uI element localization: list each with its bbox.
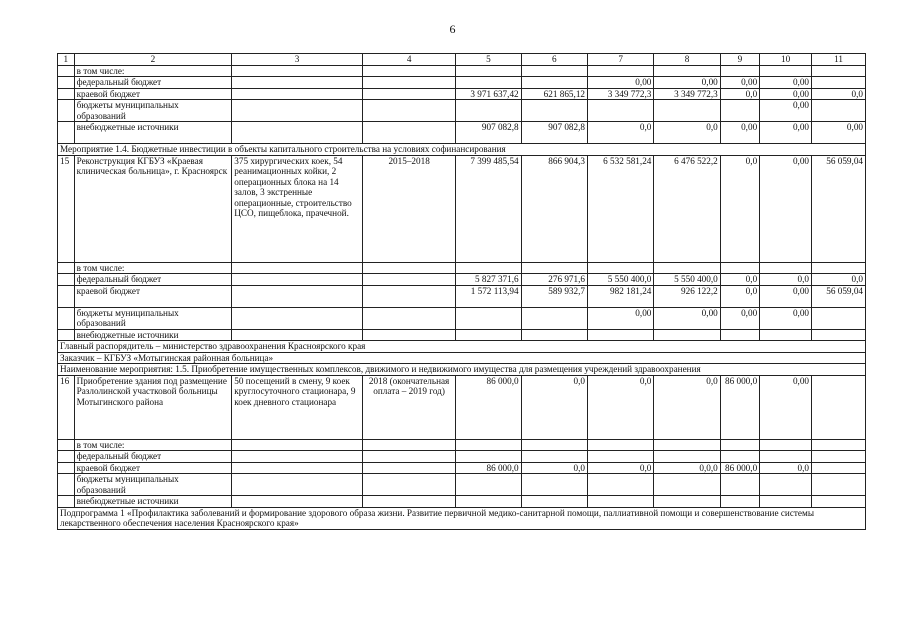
table-row <box>58 100 866 122</box>
amount-cell: 0,0 <box>588 462 654 474</box>
row-number-cell <box>58 451 75 463</box>
table-row <box>58 439 866 451</box>
amount-cell <box>456 439 521 451</box>
amount-cell: 0,0 <box>812 88 866 100</box>
period-cell: 2018 (окончательная оплата – 2019 год) <box>362 375 455 439</box>
amount-cell: 0,0,0 <box>654 462 720 474</box>
header-cell: 3 <box>232 54 363 66</box>
amount-cell: 0,00 <box>760 88 812 100</box>
table-row <box>58 462 866 474</box>
capacity-cell <box>232 100 363 122</box>
amount-cell <box>456 451 521 463</box>
amount-cell: 0,00 <box>654 307 720 329</box>
amount-cell <box>588 329 654 341</box>
period-cell <box>362 262 455 274</box>
period-cell <box>362 77 455 89</box>
amount-cell: 0,0 <box>521 375 587 439</box>
amount-cell: 0,00 <box>760 122 812 144</box>
amount-cell: 0,0 <box>720 285 759 307</box>
period-cell <box>362 65 455 77</box>
amount-cell: 5 827 371,6 <box>456 274 521 286</box>
header-cell: 7 <box>588 54 654 66</box>
amount-cell: 0,0 <box>654 122 720 144</box>
table-header-row <box>58 54 866 66</box>
source-label-cell: краевой бюджет <box>74 462 232 474</box>
amount-cell <box>760 474 812 496</box>
amount-cell <box>456 307 521 329</box>
period-cell <box>362 451 455 463</box>
header-cell: 10 <box>760 54 812 66</box>
table-row <box>58 329 866 341</box>
amount-cell: 0,0 <box>760 462 812 474</box>
amount-cell <box>654 65 720 77</box>
header-cell: 9 <box>720 54 759 66</box>
period-cell <box>362 100 455 122</box>
amount-cell: 0,00 <box>760 285 812 307</box>
amount-cell <box>456 65 521 77</box>
capacity-cell: 50 посещений в смену, 9 коек круглосуточного стационара, 9 коек дневного стационара <box>232 375 363 439</box>
amount-cell <box>456 474 521 496</box>
amount-cell <box>812 307 866 329</box>
amount-cell: 0,00 <box>812 122 866 144</box>
table-row <box>58 155 866 262</box>
section-row <box>58 341 866 353</box>
capacity-cell <box>232 496 363 508</box>
header-cell: 4 <box>362 54 455 66</box>
table-row <box>58 262 866 274</box>
amount-cell <box>521 262 587 274</box>
amount-cell <box>588 262 654 274</box>
source-label-cell: внебюджетные источники <box>74 122 232 144</box>
row-number-cell <box>58 462 75 474</box>
amount-cell <box>720 439 759 451</box>
amount-cell <box>588 439 654 451</box>
amount-cell: 621 865,12 <box>521 88 587 100</box>
capacity-cell <box>232 307 363 329</box>
source-label-cell: бюджеты муниципальных образований <box>74 307 232 329</box>
row-number-cell <box>58 474 75 496</box>
row-number-cell <box>58 100 75 122</box>
chief-manager-row: Главный распорядитель – министерство здравоохранения Красноярского края <box>58 341 866 353</box>
amount-cell: 0,00 <box>720 77 759 89</box>
amount-cell: 86 000,0 <box>456 462 521 474</box>
amount-cell: 982 181,24 <box>588 285 654 307</box>
amount-cell <box>588 100 654 122</box>
amount-cell: 0,0 <box>720 155 759 262</box>
amount-cell: 0,0 <box>588 375 654 439</box>
row-number-cell <box>58 88 75 100</box>
table-row <box>58 274 866 286</box>
amount-cell <box>521 65 587 77</box>
amount-cell <box>812 65 866 77</box>
amount-cell <box>654 451 720 463</box>
header-cell: 2 <box>74 54 232 66</box>
amount-cell <box>456 262 521 274</box>
period-cell <box>362 274 455 286</box>
event-1-5-title: Наименование мероприятия: 1.5. Приобретение имущественных комплексов, движимого и недвижимого имущества для размещения учреждений здравоохранения <box>58 364 866 376</box>
amount-cell <box>760 329 812 341</box>
source-label-cell: краевой бюджет <box>74 88 232 100</box>
amount-cell: 926 122,2 <box>654 285 720 307</box>
section-row <box>58 352 866 364</box>
row-number-cell <box>58 65 75 77</box>
source-label-cell: краевой бюджет <box>74 285 232 307</box>
table-row <box>58 474 866 496</box>
table-body <box>58 54 866 530</box>
amount-cell <box>812 439 866 451</box>
amount-cell <box>812 262 866 274</box>
amount-cell: 0,00 <box>654 77 720 89</box>
source-label-cell: бюджеты муниципальных образований <box>74 100 232 122</box>
table-row <box>58 307 866 329</box>
amount-cell: 0,00 <box>588 77 654 89</box>
source-label-cell: федеральный бюджет <box>74 451 232 463</box>
capacity-cell <box>232 329 363 341</box>
amount-cell <box>812 375 866 439</box>
amount-cell <box>812 329 866 341</box>
amount-cell <box>456 77 521 89</box>
header-cell: 5 <box>456 54 521 66</box>
period-cell <box>362 474 455 496</box>
amount-cell: 907 082,8 <box>521 122 587 144</box>
amount-cell <box>521 439 587 451</box>
amount-cell: 0,0 <box>760 274 812 286</box>
amount-cell <box>812 474 866 496</box>
amount-cell: 0,00 <box>760 100 812 122</box>
section-row <box>58 364 866 376</box>
amount-cell <box>812 100 866 122</box>
table-row <box>58 285 866 307</box>
amount-cell: 0,0 <box>720 88 759 100</box>
amount-cell <box>521 496 587 508</box>
capacity-cell <box>232 65 363 77</box>
amount-cell: 0,0 <box>654 375 720 439</box>
row-number-cell <box>58 77 75 89</box>
amount-cell <box>720 474 759 496</box>
amount-cell: 0,00 <box>760 375 812 439</box>
capacity-cell <box>232 285 363 307</box>
amount-cell <box>760 496 812 508</box>
amount-cell <box>720 496 759 508</box>
object-name-cell: Реконструкция КГБУЗ «Краевая клиническая больница», г. Красноярск <box>74 155 232 262</box>
period-cell <box>362 462 455 474</box>
amount-cell: 0,00 <box>720 307 759 329</box>
capacity-cell <box>232 274 363 286</box>
amount-cell: 86 000,0 <box>720 375 759 439</box>
amount-cell <box>760 439 812 451</box>
amount-cell: 0,00 <box>760 155 812 262</box>
table-row <box>58 88 866 100</box>
amount-cell: 6 532 581,24 <box>588 155 654 262</box>
row-number-cell <box>58 262 75 274</box>
row-number-cell: 16 <box>58 375 75 439</box>
section-row <box>58 507 866 529</box>
amount-cell: 3 349 772,3 <box>588 88 654 100</box>
header-cell: 1 <box>58 54 75 66</box>
amount-cell <box>654 100 720 122</box>
amount-cell: 86 000,0 <box>456 375 521 439</box>
table-row <box>58 122 866 144</box>
amount-cell: 0,0 <box>521 462 587 474</box>
amount-cell <box>588 496 654 508</box>
period-cell <box>362 88 455 100</box>
amount-cell: 0,0 <box>720 274 759 286</box>
amount-cell <box>654 496 720 508</box>
table-row <box>58 451 866 463</box>
amount-cell <box>521 474 587 496</box>
period-cell <box>362 307 455 329</box>
amount-cell <box>588 474 654 496</box>
header-cell: 11 <box>812 54 866 66</box>
capacity-cell <box>232 474 363 496</box>
table-row <box>58 375 866 439</box>
amount-cell <box>654 474 720 496</box>
row-number-cell <box>58 329 75 341</box>
amount-cell <box>760 262 812 274</box>
amount-cell: 0,0 <box>812 274 866 286</box>
amount-cell <box>654 262 720 274</box>
source-label-cell: федеральный бюджет <box>74 77 232 89</box>
section-row <box>58 144 866 156</box>
row-number-cell <box>58 439 75 451</box>
amount-cell <box>456 329 521 341</box>
amount-cell: 1 572 113,94 <box>456 285 521 307</box>
row-number-cell <box>58 496 75 508</box>
amount-cell <box>812 451 866 463</box>
period-cell <box>362 329 455 341</box>
table-row <box>58 77 866 89</box>
amount-cell <box>588 65 654 77</box>
period-cell <box>362 285 455 307</box>
row-number-cell <box>58 285 75 307</box>
amount-cell <box>521 451 587 463</box>
amount-cell <box>720 262 759 274</box>
capacity-cell <box>232 262 363 274</box>
amount-cell: 3 349 772,3 <box>654 88 720 100</box>
amount-cell: 589 932,7 <box>521 285 587 307</box>
table-row <box>58 65 866 77</box>
page-number: 6 <box>449 22 456 36</box>
amount-cell <box>654 329 720 341</box>
amount-cell <box>456 496 521 508</box>
amount-cell: 0,00 <box>588 307 654 329</box>
row-number-cell: 15 <box>58 155 75 262</box>
amount-cell: 276 971,6 <box>521 274 587 286</box>
amount-cell <box>654 439 720 451</box>
amount-cell <box>760 451 812 463</box>
amount-cell: 0,00 <box>760 77 812 89</box>
capacity-cell <box>232 77 363 89</box>
capacity-cell <box>232 451 363 463</box>
source-label-cell: внебюджетные источники <box>74 496 232 508</box>
capacity-cell: 375 хирургических коек, 54 реанимационных койки, 2 операционных блока на 14 залов, 3 экстренные операционные, строительство ЦСО, пищеблока, прачечной. <box>232 155 363 262</box>
amount-cell: 86 000,0 <box>720 462 759 474</box>
amount-cell <box>720 451 759 463</box>
amount-cell: 7 399 485,54 <box>456 155 521 262</box>
amount-cell: 0,00 <box>720 122 759 144</box>
row-number-cell <box>58 274 75 286</box>
source-label-cell: внебюджетные источники <box>74 329 232 341</box>
source-label-cell: в том числе: <box>74 65 232 77</box>
period-cell: 2015–2018 <box>362 155 455 262</box>
amount-cell: 3 971 637,42 <box>456 88 521 100</box>
capacity-cell <box>232 439 363 451</box>
amount-cell <box>812 77 866 89</box>
amount-cell: 0,00 <box>760 307 812 329</box>
amount-cell: 5 550 400,0 <box>588 274 654 286</box>
amount-cell: 5 550 400,0 <box>654 274 720 286</box>
row-number-cell <box>58 307 75 329</box>
amount-cell <box>521 100 587 122</box>
source-label-cell: в том числе: <box>74 439 232 451</box>
amount-cell <box>812 496 866 508</box>
amount-cell <box>521 77 587 89</box>
amount-cell: 56 059,04 <box>812 285 866 307</box>
amount-cell <box>588 451 654 463</box>
object-name-cell: Приобретение здания под размещение Разлолинской участковой больницы Мотыгинского района <box>74 375 232 439</box>
amount-cell: 6 476 522,2 <box>654 155 720 262</box>
amount-cell <box>812 462 866 474</box>
capacity-cell <box>232 462 363 474</box>
source-label-cell: федеральный бюджет <box>74 274 232 286</box>
source-label-cell: бюджеты муниципальных образований <box>74 474 232 496</box>
amount-cell <box>456 100 521 122</box>
header-cell: 6 <box>521 54 587 66</box>
period-cell <box>362 122 455 144</box>
row-number-cell <box>58 122 75 144</box>
capacity-cell <box>232 88 363 100</box>
amount-cell: 907 082,8 <box>456 122 521 144</box>
amount-cell <box>720 100 759 122</box>
amount-cell: 56 059,04 <box>812 155 866 262</box>
event-1-4-title: Мероприятие 1.4. Бюджетные инвестиции в объекты капитального строительства на условиях софинансирования <box>58 144 866 156</box>
budget-table <box>57 53 866 530</box>
amount-cell <box>720 65 759 77</box>
customer-row: Заказчик – КГБУЗ «Мотыгинская районная больница» <box>58 352 866 364</box>
period-cell <box>362 496 455 508</box>
amount-cell <box>521 307 587 329</box>
source-label-cell: в том числе: <box>74 262 232 274</box>
table-row <box>58 496 866 508</box>
amount-cell: 866 904,3 <box>521 155 587 262</box>
amount-cell <box>760 65 812 77</box>
subprogram-1-row: Подпрограмма 1 «Профилактика заболеваний и формирование здорового образа жизни. Развитие первичной медико-санитарной помощи, паллиативной помощи и совершенствование системы лекарственного обеспечения населения Красноярского края» <box>58 507 866 529</box>
amount-cell <box>720 329 759 341</box>
period-cell <box>362 439 455 451</box>
capacity-cell <box>232 122 363 144</box>
amount-cell <box>521 329 587 341</box>
amount-cell: 0,0 <box>588 122 654 144</box>
header-cell: 8 <box>654 54 720 66</box>
